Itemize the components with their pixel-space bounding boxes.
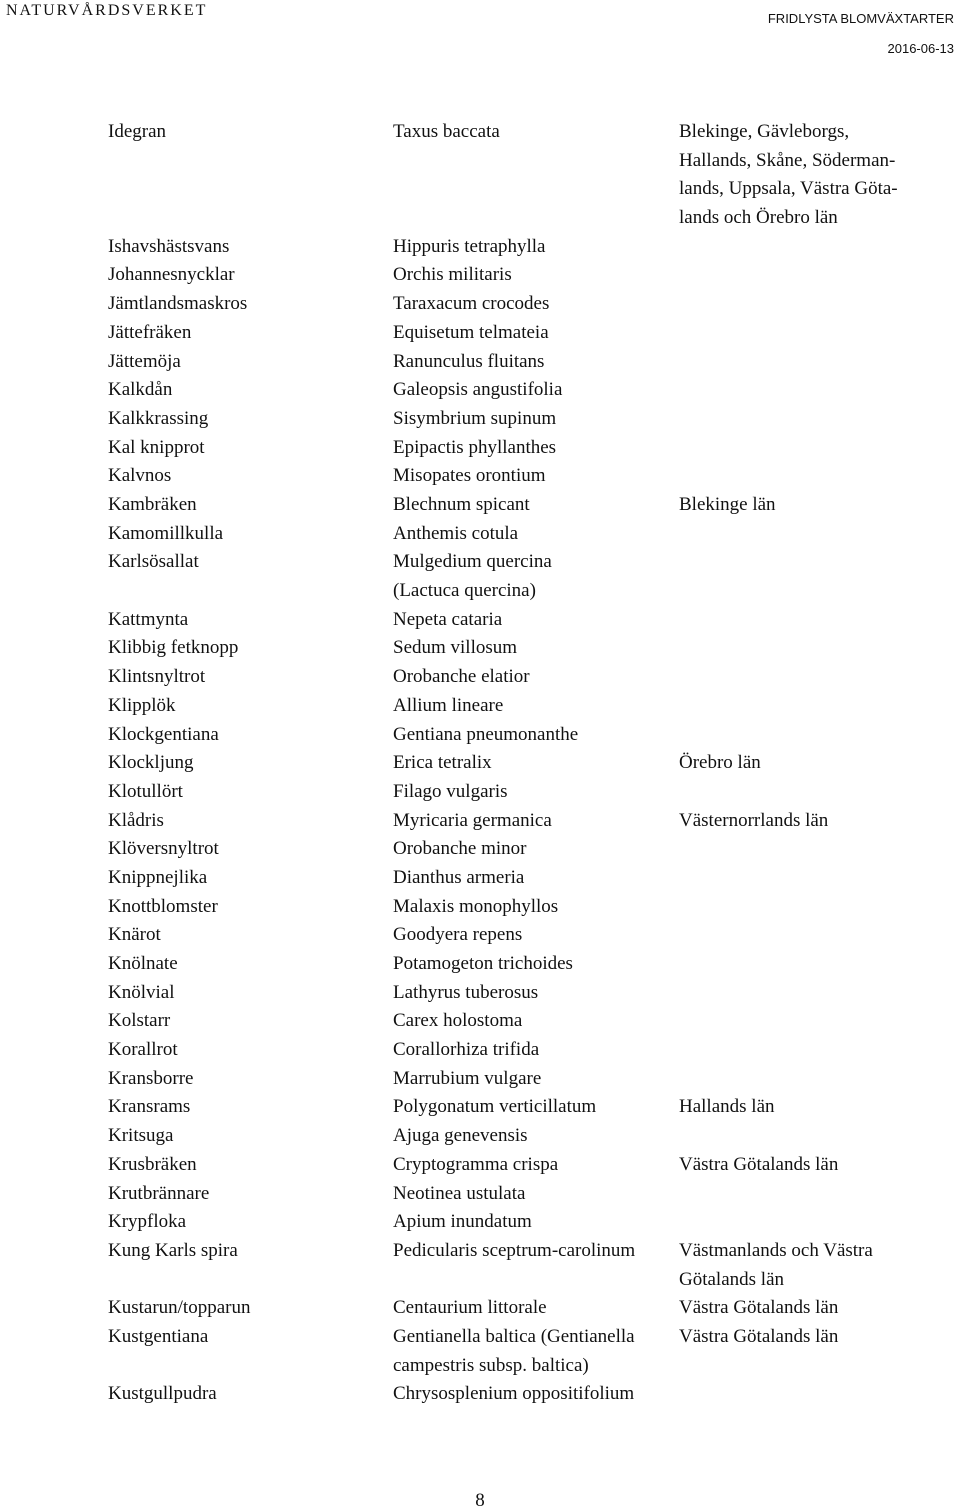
swedish-name: Kustarun/topparun xyxy=(108,1297,251,1319)
swedish-name: Knärot xyxy=(108,924,161,946)
latin-name-line: Neotinea ustulata xyxy=(393,1182,526,1204)
swedish-name: Knippnejlika xyxy=(108,866,208,888)
swedish-name: Kustgentiana xyxy=(108,1325,209,1347)
species-table xyxy=(0,118,960,1409)
latin-name xyxy=(393,692,678,721)
county-line: Blekinge län xyxy=(679,493,776,515)
latin-name-line: Myricaria germanica xyxy=(393,809,552,831)
county-text xyxy=(679,807,944,836)
county-line: lands och Örebro län xyxy=(679,207,838,229)
table-row xyxy=(0,979,960,1008)
swedish-name: Klibbig fetknopp xyxy=(108,637,239,659)
county-text xyxy=(679,1151,944,1180)
table-row xyxy=(0,233,960,262)
table-row xyxy=(0,290,960,319)
table-row xyxy=(0,606,960,635)
latin-name xyxy=(393,548,678,605)
county-line: Västra Götalands län xyxy=(679,1325,839,1347)
swedish-name: Klockljung xyxy=(108,752,194,774)
latin-name-line: Sedum villosum xyxy=(393,637,518,659)
table-row xyxy=(0,1180,960,1209)
latin-name xyxy=(393,606,678,635)
latin-name xyxy=(393,491,678,520)
table-row xyxy=(0,1380,960,1409)
latin-name-line: Filago vulgaris xyxy=(393,780,508,802)
latin-name xyxy=(393,921,678,950)
swedish-name: Jättefräken xyxy=(108,321,192,343)
table-row xyxy=(0,405,960,434)
latin-name xyxy=(393,348,678,377)
swedish-name: Kal knipprot xyxy=(108,436,205,458)
swedish-name: Idegran xyxy=(108,121,167,142)
latin-name xyxy=(393,749,678,778)
table-row xyxy=(0,1151,960,1180)
header-date: 2016-06-13 xyxy=(887,41,954,56)
header-right xyxy=(768,4,954,64)
swedish-name: Kolstarr xyxy=(108,1010,171,1032)
latin-name-line: Carex holostoma xyxy=(393,1010,523,1032)
latin-name-line: Gentiana pneumonanthe xyxy=(393,723,579,745)
swedish-name: Kambräken xyxy=(108,493,197,515)
latin-name-line: Chrysosplenium oppositifolium xyxy=(393,1383,635,1405)
table-row xyxy=(0,434,960,463)
table-row xyxy=(0,807,960,836)
table-row xyxy=(0,893,960,922)
latin-name xyxy=(393,1180,678,1209)
latin-name-line: Dianthus armeria xyxy=(393,866,525,888)
latin-name xyxy=(393,118,678,147)
swedish-name: Klipplök xyxy=(108,694,176,716)
swedish-name: Kransrams xyxy=(108,1096,191,1118)
latin-name xyxy=(393,434,678,463)
county-line: Örebro län xyxy=(679,752,761,774)
latin-name-line: Epipactis phyllanthes xyxy=(393,436,557,458)
latin-name-line: Goodyera repens xyxy=(393,924,523,946)
table-row xyxy=(0,692,960,721)
latin-name-line: Ajuga genevensis xyxy=(393,1125,528,1147)
latin-name xyxy=(393,893,678,922)
latin-name-line: Orobanche elatior xyxy=(393,666,530,688)
county-text xyxy=(679,1093,944,1122)
county-text xyxy=(679,749,944,778)
table-row xyxy=(0,634,960,663)
table-row xyxy=(0,348,960,377)
latin-name-line: Centaurium littorale xyxy=(393,1297,547,1319)
county-text xyxy=(679,1323,944,1352)
table-row xyxy=(0,261,960,290)
county-text xyxy=(679,118,944,233)
swedish-name: Jättemöja xyxy=(108,350,181,372)
latin-name xyxy=(393,1151,678,1180)
swedish-name: Jämtlandsmaskros xyxy=(108,293,248,315)
latin-name-line: Erica tetralix xyxy=(393,752,492,774)
latin-name-line: Pedicularis sceptrum-carolinum xyxy=(393,1239,636,1261)
latin-name xyxy=(393,864,678,893)
table-row xyxy=(0,1065,960,1094)
header-org: NATURVÅRDSVERKET xyxy=(6,2,208,19)
table-row xyxy=(0,778,960,807)
latin-name-line: Mulgedium quercina xyxy=(393,551,552,573)
latin-name xyxy=(393,1065,678,1094)
swedish-name: Krusbräken xyxy=(108,1153,197,1175)
latin-name-line: Gentianella baltica (Gentianella xyxy=(393,1325,635,1347)
swedish-name: Klintsnyltrot xyxy=(108,666,206,688)
latin-name-line: campestris subsp. baltica) xyxy=(393,1354,589,1376)
latin-name xyxy=(393,1237,678,1266)
swedish-name: Klådris xyxy=(108,809,164,831)
table-row xyxy=(0,548,960,605)
swedish-name: Knölnate xyxy=(108,953,178,974)
county-line: Västra Götalands län xyxy=(679,1153,839,1175)
table-row xyxy=(0,1208,960,1237)
latin-name xyxy=(393,835,678,864)
latin-name xyxy=(393,1122,678,1151)
swedish-name: Kalkkrassing xyxy=(108,407,209,429)
latin-name-line: Galeopsis angustifolia xyxy=(393,379,563,401)
latin-name xyxy=(393,261,678,290)
county-line: Götalands län xyxy=(679,1268,785,1290)
latin-name xyxy=(393,778,678,807)
swedish-name: Krypfloka xyxy=(108,1211,187,1233)
latin-name xyxy=(393,1323,678,1380)
swedish-name: Kustgullpudra xyxy=(108,1383,217,1405)
county-line: Västra Götalands län xyxy=(679,1297,839,1319)
latin-name-line: Hippuris tetraphylla xyxy=(393,235,546,257)
latin-name-line: Orchis militaris xyxy=(393,264,512,286)
latin-name-line: Apium inundatum xyxy=(393,1211,532,1233)
latin-name-line: Lathyrus tuberosus xyxy=(393,981,539,1003)
county-line: lands, Uppsala, Västra Göta- xyxy=(679,178,898,200)
table-row xyxy=(0,1036,960,1065)
county-line: Hallands, Skåne, Söderman- xyxy=(679,149,896,171)
latin-name xyxy=(393,950,678,979)
latin-name xyxy=(393,1036,678,1065)
latin-name-line: (Lactuca quercina) xyxy=(393,580,536,602)
swedish-name: Kamomillkulla xyxy=(108,522,224,544)
table-row xyxy=(0,663,960,692)
latin-name-line: Ranunculus fluitans xyxy=(393,350,545,372)
table-row xyxy=(0,1237,960,1294)
swedish-name: Karlsösallat xyxy=(108,551,199,573)
table-row xyxy=(0,1323,960,1380)
table-row xyxy=(0,1007,960,1036)
latin-name xyxy=(393,520,678,549)
latin-name-line: Taxus baccata xyxy=(393,121,500,142)
latin-name xyxy=(393,663,678,692)
table-row xyxy=(0,520,960,549)
table-row xyxy=(0,319,960,348)
latin-name xyxy=(393,376,678,405)
latin-name-line: Anthemis cotula xyxy=(393,522,519,544)
table-row xyxy=(0,491,960,520)
swedish-name: Kattmynta xyxy=(108,608,189,630)
swedish-name: Klöversnyltrot xyxy=(108,838,219,860)
table-row xyxy=(0,921,960,950)
swedish-name: Kalvnos xyxy=(108,465,172,487)
latin-name xyxy=(393,807,678,836)
swedish-name: Kalkdån xyxy=(108,379,173,401)
table-row xyxy=(0,1093,960,1122)
latin-name xyxy=(393,405,678,434)
county-line: Västmanlands och Västra xyxy=(679,1239,873,1261)
latin-name xyxy=(393,634,678,663)
table-row xyxy=(0,950,960,979)
table-row xyxy=(0,462,960,491)
table-row xyxy=(0,1122,960,1151)
swedish-name: Ishavshästsvans xyxy=(108,235,230,257)
latin-name xyxy=(393,319,678,348)
latin-name xyxy=(393,1007,678,1036)
table-row xyxy=(0,721,960,750)
latin-name-line: Blechnum spicant xyxy=(393,493,530,515)
swedish-name: Klotullört xyxy=(108,780,183,802)
county-text xyxy=(679,1294,944,1323)
header-doc-title: FRIDLYSTA BLOMVÄXTARTER xyxy=(767,11,954,26)
county-line: Hallands län xyxy=(679,1096,775,1118)
latin-name xyxy=(393,462,678,491)
latin-name-line: Sisymbrium supinum xyxy=(393,407,557,429)
table-row xyxy=(0,835,960,864)
swedish-name: Kritsuga xyxy=(108,1125,174,1147)
table-row xyxy=(0,1294,960,1323)
latin-name xyxy=(393,979,678,1008)
latin-name-line: Polygonatum verticillatum xyxy=(393,1096,597,1118)
swedish-name: Klockgentiana xyxy=(108,723,219,745)
county-line: Västernorrlands län xyxy=(679,809,829,831)
latin-name-line: Taraxacum crocodes xyxy=(393,293,550,315)
latin-name-line: Potamogeton trichoides xyxy=(393,953,573,974)
table-row xyxy=(0,118,960,233)
county-line: Blekinge, Gävleborgs, xyxy=(679,121,850,142)
swedish-name: Knottblomster xyxy=(108,895,218,917)
latin-name-line: Cryptogramma crispa xyxy=(393,1153,559,1175)
latin-name-line: Orobanche minor xyxy=(393,838,527,860)
latin-name-line: Malaxis monophyllos xyxy=(393,895,559,917)
page-number: 8 xyxy=(475,1490,485,1511)
latin-name xyxy=(393,1294,678,1323)
county-text xyxy=(679,491,944,520)
latin-name xyxy=(393,290,678,319)
swedish-name: Krutbrännare xyxy=(108,1182,210,1204)
latin-name-line: Corallorhiza trifida xyxy=(393,1039,540,1061)
latin-name xyxy=(393,233,678,262)
latin-name xyxy=(393,1380,678,1409)
latin-name-line: Nepeta cataria xyxy=(393,608,503,630)
latin-name-line: Equisetum telmateia xyxy=(393,321,549,343)
latin-name xyxy=(393,1208,678,1237)
latin-name xyxy=(393,1093,678,1122)
swedish-name: Kransborre xyxy=(108,1067,194,1089)
swedish-name: Kung Karls spira xyxy=(108,1239,238,1261)
swedish-name: Knölvial xyxy=(108,981,175,1003)
latin-name-line: Marrubium vulgare xyxy=(393,1067,542,1089)
swedish-name: Johannesnycklar xyxy=(108,264,235,286)
table-row xyxy=(0,749,960,778)
table-row xyxy=(0,376,960,405)
county-text xyxy=(679,1237,944,1294)
table-row xyxy=(0,864,960,893)
latin-name xyxy=(393,721,678,750)
swedish-name: Korallrot xyxy=(108,1039,178,1061)
latin-name-line: Misopates orontium xyxy=(393,465,546,487)
latin-name-line: Allium lineare xyxy=(393,694,504,716)
